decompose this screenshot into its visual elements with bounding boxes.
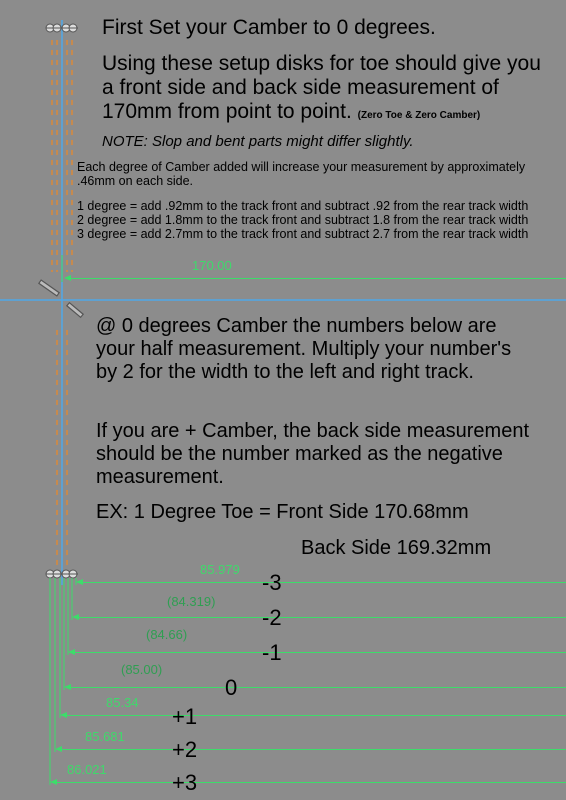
dimension-value: 85.681 (85, 729, 125, 744)
dimension-value: (84.319) (167, 594, 216, 609)
pin-tool-icon (39, 280, 83, 317)
step-label: +3 (172, 770, 198, 795)
step-label: +2 (172, 737, 198, 762)
instruction-heading: First Set your Camber to 0 degrees. (102, 16, 436, 39)
positive-camber-text: If you are + Camber, the back side measurement should be the number marked as the negative measurement. (96, 420, 529, 488)
dimension-value: 85.979 (200, 562, 240, 577)
dimension-value: 85.34 (106, 695, 139, 710)
instruction-paragraph (102, 52, 552, 128)
degree-line-3: 3 degree = add 2.7mm to the track front and subtract 2.7 from the rear track width (77, 227, 529, 241)
half-measurement-text: @ 0 degrees Camber the numbers below are your half measurement. Multiply your number's by 2 for the width to the left and right track. (96, 315, 512, 383)
step-label: 0 (225, 675, 238, 700)
slop-note: NOTE: Slop and bent parts might differ slightly. (102, 133, 414, 150)
zero-toe-note: (Zero Toe & Zero Camber) (357, 110, 481, 121)
degree-line-1: 1 degree = add .92mm to the track front and subtract .92 from the rear track width (77, 199, 529, 213)
step-label: -3 (262, 570, 282, 595)
step-label: -1 (262, 640, 282, 665)
dimension-label-top: 170.00 (192, 258, 232, 273)
camber-info: Each degree of Camber added will increase your measurement by approximately .46mm on each side. (77, 160, 526, 188)
step-label: -2 (262, 605, 282, 630)
step-label: +1 (172, 704, 198, 729)
dimension-value: (85.00) (121, 662, 163, 677)
degree-line-2: 2 degree = add 1.8mm to the track front and subtract 1.8 from the rear track width (77, 213, 529, 227)
dimension-value: 86.021 (67, 762, 107, 777)
example-front: EX: 1 Degree Toe = Front Side 170.68mm (96, 501, 469, 523)
dimension-value: (84.66) (146, 627, 188, 642)
instruction-paragraph-text: Using these setup disks for toe should give you a front side and back side measurement of 170mm from point to point. (102, 52, 541, 123)
arrow-left-icon (64, 275, 71, 281)
example-back: Back Side 169.32mm (301, 537, 492, 559)
dimension-line-top (66, 278, 566, 279)
